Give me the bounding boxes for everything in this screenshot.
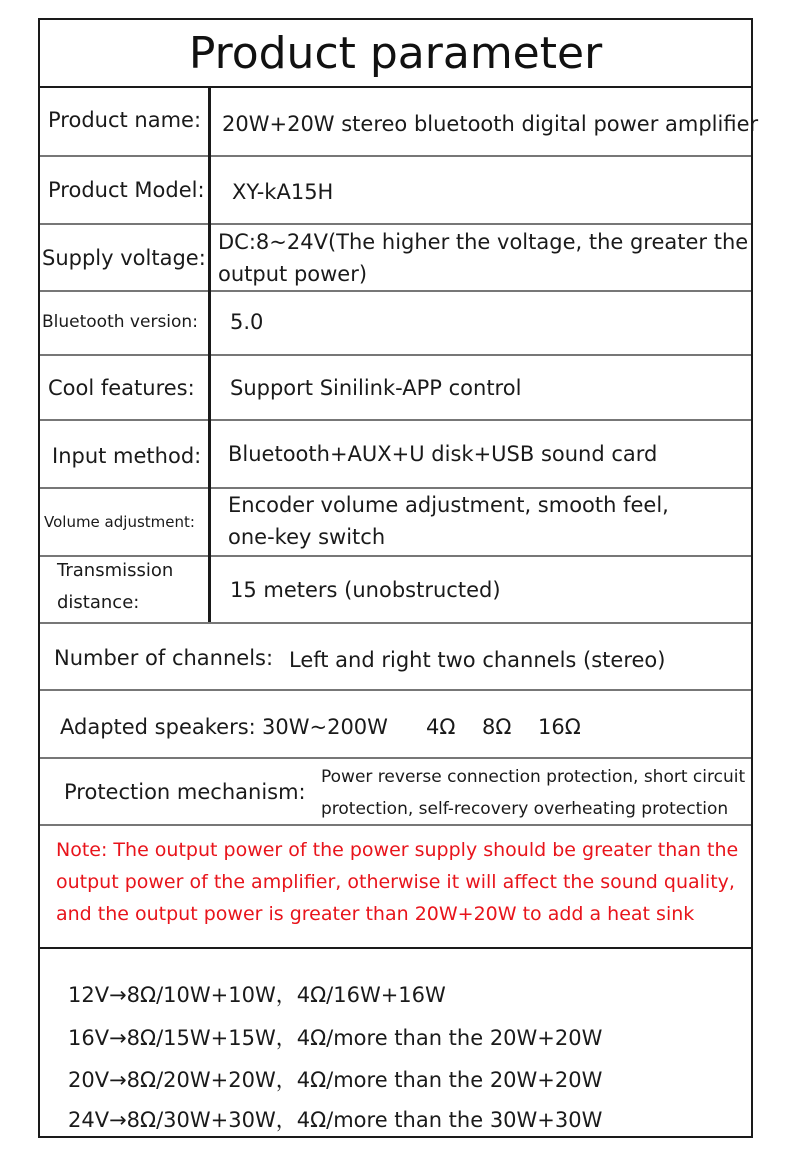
column-divider xyxy=(208,557,211,622)
volume-adjustment-label: Volume adjustment: xyxy=(44,513,195,531)
row-divider xyxy=(40,419,751,421)
power-spec-24v: 24V→8Ω/30W+30W，4Ω/more than the 30W+30W xyxy=(68,1108,603,1132)
supply-voltage-value-line2: output power) xyxy=(218,262,368,286)
product-model-label: Product Model: xyxy=(48,178,205,202)
channels-label: Number of channels: xyxy=(54,646,274,670)
column-divider xyxy=(208,88,211,558)
row-divider xyxy=(40,689,751,691)
bluetooth-version-label: Bluetooth version: xyxy=(42,312,198,332)
protection-label: Protection mechanism: xyxy=(64,780,306,804)
note-line: and the output power is greater than 20W+20W to add a heat sink xyxy=(56,903,695,925)
volume-adjustment-value-line2: one-key switch xyxy=(228,525,386,549)
input-method-value: Bluetooth+AUX+U disk+USB sound card xyxy=(228,442,658,466)
parameter-table xyxy=(38,18,759,1138)
bluetooth-version-value: 5.0 xyxy=(230,310,264,334)
note-text xyxy=(56,834,738,930)
power-spec-20v: 20V→8Ω/20W+20W，4Ω/more than the 20W+20W xyxy=(68,1068,603,1092)
row-divider xyxy=(40,290,751,292)
channels-value: Left and right two channels (stereo) xyxy=(289,648,666,672)
adapted-speakers-label: Adapted speakers: xyxy=(60,715,256,739)
row-divider xyxy=(40,86,751,88)
supply-voltage-value-line1: DC:8~24V(The higher the voltage, the greater the xyxy=(218,230,749,254)
row-divider xyxy=(40,622,751,624)
transmission-distance-label-line1: Transmission xyxy=(57,560,174,581)
row-divider xyxy=(40,757,751,759)
product-model-value: XY-kA15H xyxy=(232,180,334,204)
row-divider xyxy=(40,223,751,225)
adapted-speakers-value: 30W~200W xyxy=(262,715,388,739)
protection-value-line2: protection, self-recovery overheating protection xyxy=(321,799,729,819)
impedance-4-ohm: 4Ω xyxy=(426,715,456,739)
volume-adjustment-value-line1: Encoder volume adjustment, smooth feel, xyxy=(228,493,669,517)
supply-voltage-label: Supply voltage: xyxy=(42,246,206,270)
row-divider xyxy=(40,155,751,157)
power-spec-16v: 16V→8Ω/15W+15W，4Ω/more than the 20W+20W xyxy=(68,1026,603,1050)
impedance-8-ohm: 8Ω xyxy=(482,715,512,739)
note-line: output power of the amplifier, otherwise it will affect the sound quality, xyxy=(56,871,735,893)
input-method-label: Input method: xyxy=(52,444,202,468)
product-name-value: 20W+20W stereo bluetooth digital power amplifier xyxy=(222,112,759,136)
protection-value-line1: Power reverse connection protection, short circuit xyxy=(321,767,746,787)
cool-features-value: Support Sinilink-APP control xyxy=(230,376,522,400)
cool-features-label: Cool features: xyxy=(48,376,195,400)
page-title: Product parameter xyxy=(188,28,603,79)
row-divider xyxy=(40,947,751,949)
power-spec-12v: 12V→8Ω/10W+10W，4Ω/16W+16W xyxy=(68,983,446,1007)
product-name-label: Product name: xyxy=(48,108,202,132)
row-divider xyxy=(40,354,751,356)
impedance-16-ohm: 16Ω xyxy=(538,715,581,739)
note-line: Note: The output power of the power supply should be greater than the xyxy=(56,839,739,861)
transmission-distance-label-line2: distance: xyxy=(57,592,140,613)
transmission-distance-value: 15 meters (unobstructed) xyxy=(230,578,501,602)
